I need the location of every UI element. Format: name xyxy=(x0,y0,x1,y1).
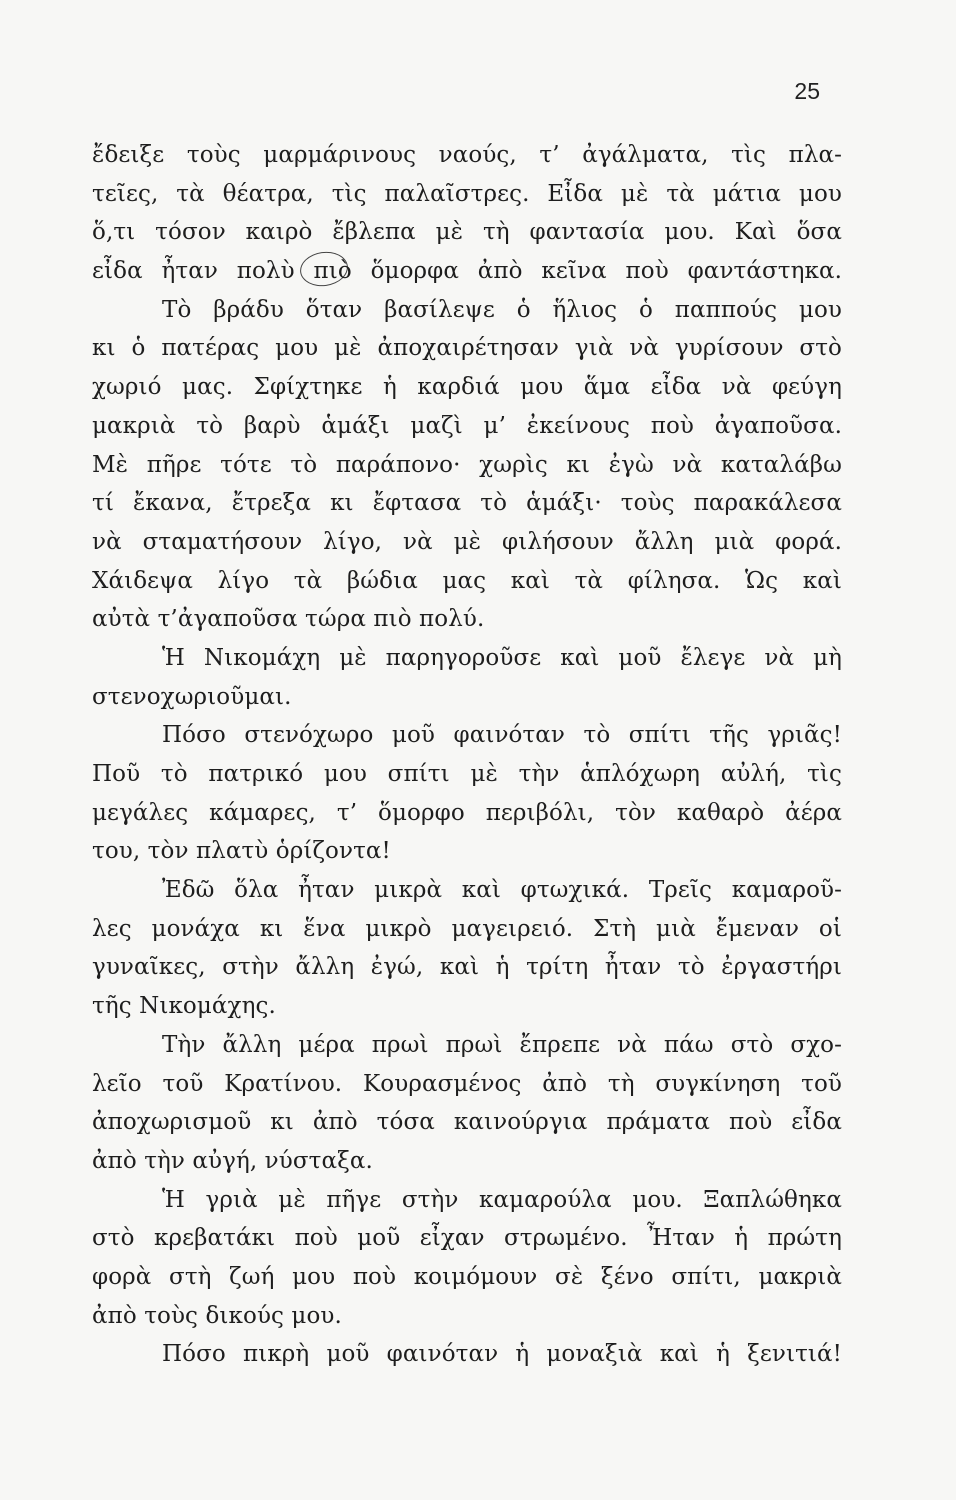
text-line: ὅ,τι τόσον καιρὸ ἔβλεπα μὲ τὴ φαντασία μου. Καὶ ὅσα xyxy=(92,219,842,246)
text-line: Πόσο πικρὴ μοῦ φαινόταν ἡ μοναξιὰ καὶ ἡ ξενιτιά! xyxy=(162,1341,842,1368)
text-line: τί ἔκανα, ἔτρεξα κι ἔφτασα τὸ ἁμάξι· τοὺς παρακάλεσα xyxy=(92,490,842,517)
text-line: τεῖες, τὰ θέατρα, τὶς παλαῖστρες. Εἶδα μὲ τὰ μάτια μου xyxy=(92,180,842,207)
text-line: Πόσο στενόχωρο μοῦ φαινόταν τὸ σπίτι τῆς γριᾶς! xyxy=(162,722,842,749)
text-line: φορὰ στὴ ζωή μου ποὺ κοιμόμουν σὲ ξένο σπίτι, μακριὰ xyxy=(92,1263,842,1290)
text-line: Τὴν ἄλλη μέρα πρωὶ πρωὶ ἔπρεπε νὰ πάω στὸ σχο- xyxy=(162,1031,842,1058)
text-line: εἶδα ἦταν πολὺ πιὸ ὅμορφα ἀπὸ κεῖνα ποὺ φαντάστηκα. xyxy=(92,258,842,285)
text-line: Χάιδεψα λίγο τὰ βώδια μας καὶ τὰ φίλησα. Ὡς καὶ xyxy=(92,567,842,594)
text-line: στὸ κρεβατάκι ποὺ μοῦ εἶχαν στρωμένο. Ἦταν ἡ πρώτη xyxy=(92,1225,842,1252)
text-line: λεῖο τοῦ Κρατίνου. Κουρασμένος ἀπὸ τὴ συγκίνηση τοῦ xyxy=(92,1070,842,1097)
text-line: χωριό μας. Σφίχτηκε ἡ καρδιά μου ἅμα εἶδα νὰ φεύγη xyxy=(92,374,842,401)
text-line: ἀπὸ τοὺς δικούς μου. xyxy=(92,1302,342,1329)
text-line: αὐτὰ τ’ἀγαποῦσα τώρα πιὸ πολύ. xyxy=(92,606,485,633)
text-line: ἀποχωρισμοῦ κι ἀπὸ τόσα καινούργια πράματα ποὺ εἶδα xyxy=(92,1109,842,1136)
text-line: Τὸ βράδυ ὅταν βασίλεψε ὁ ἥλιος ὁ παππούς μου xyxy=(162,296,842,323)
text-line: τῆς Νικομάχης. xyxy=(92,993,276,1020)
text-line: νὰ σταματήσουν λίγο, νὰ μὲ φιλήσουν ἄλλη μιὰ φορά. xyxy=(92,528,842,555)
text-line: Μὲ πῆρε τότε τὸ παράπονο· χωρὶς κι ἐγὼ νὰ καταλάβω xyxy=(92,451,842,478)
page-number: 25 xyxy=(794,78,820,104)
text-line: στενοχωριοῦμαι. xyxy=(92,683,292,710)
text-line: γυναῖκες, στὴν ἄλλη ἐγώ, καὶ ἡ τρίτη ἦταν τὸ ἐργαστήρι xyxy=(92,954,842,981)
text-line: Ποῦ τὸ πατρικό μου σπίτι μὲ τὴν ἁπλόχωρη αὐλή, τὶς xyxy=(92,761,842,787)
text-line: Ἐδῶ ὅλα ἦταν μικρὰ καὶ φτωχικά. Τρεῖς καμαροῦ- xyxy=(162,877,842,904)
text-line: λες μονάχα κι ἕνα μικρὸ μαγειρειό. Στὴ μιὰ ἔμεναν οἱ xyxy=(92,915,842,942)
text-line: ἔδειξε τοὺς μαρμάρινους ναούς, τ’ ἀγάλματα, τὶς πλα- xyxy=(92,142,842,168)
text-line: Ἡ Νικομάχη μὲ παρηγοροῦσε καὶ μοῦ ἔλεγε νὰ μὴ xyxy=(162,644,842,671)
text-line: μακριὰ τὸ βαρὺ ἁμάξι μαζὶ μ’ ἐκείνους ποὺ ἀγαποῦσα. xyxy=(92,412,842,439)
body-text xyxy=(92,136,842,1374)
text-line: μεγάλες κάμαρες, τ’ ὅμορφο περιβόλι, τὸν καθαρὸ ἀέρα xyxy=(92,799,842,826)
text-line: του, τὸν πλατὺ ὁρίζοντα! xyxy=(92,838,391,865)
text-line: Ἡ γριὰ μὲ πῆγε στὴν καμαρούλα μου. Ξαπλώθηκα xyxy=(162,1186,842,1213)
text-line: ἀπὸ τὴν αὐγή, νύσταξα. xyxy=(92,1147,373,1174)
text-line: κι ὁ πατέρας μου μὲ ἀποχαιρέτησαν γιὰ νὰ γυρίσουν στὸ xyxy=(92,335,842,362)
